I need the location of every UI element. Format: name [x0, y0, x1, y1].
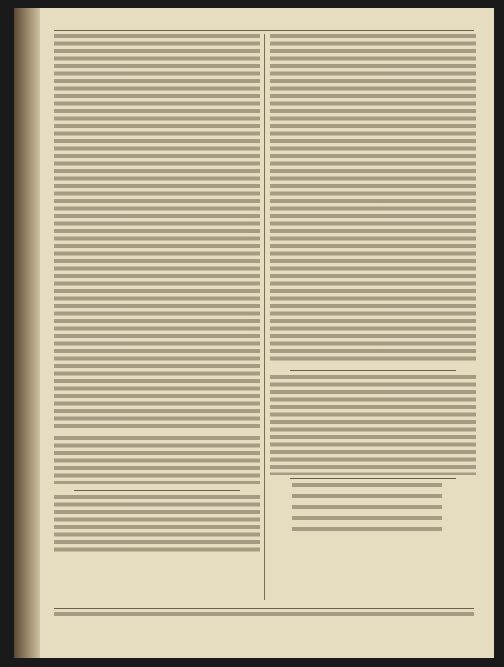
right-column	[270, 34, 476, 600]
riddle-line-text	[292, 516, 442, 520]
section-title-rule	[74, 490, 240, 491]
riddle-line	[292, 483, 476, 493]
right-section-paragraph-text	[270, 375, 476, 475]
riddle-solution-note-text	[292, 527, 442, 531]
riddle-line-text	[292, 494, 442, 498]
left-paragraph-text	[54, 436, 260, 484]
page-header	[54, 14, 474, 31]
section-title-rule	[290, 370, 456, 371]
imprint-footer	[54, 608, 474, 634]
left-section-paragraph-text	[54, 495, 260, 555]
riddle-rule	[290, 478, 456, 479]
column-rule	[264, 34, 265, 600]
riddle-solution-note	[292, 527, 476, 537]
riddle-line-text	[292, 505, 442, 509]
left-paragraph-text	[54, 34, 260, 430]
riddle-line-text	[292, 483, 442, 487]
binding-gutter	[14, 8, 40, 658]
imprint-text	[54, 612, 474, 616]
newspaper-page	[14, 8, 494, 658]
right-paragraph-text	[270, 34, 476, 364]
riddle-line	[292, 505, 476, 515]
right-paragraph	[270, 34, 476, 364]
left-paragraph	[54, 436, 260, 484]
riddle-line	[292, 516, 476, 526]
left-column	[54, 34, 260, 600]
left-paragraph	[54, 34, 260, 430]
riddle-line	[292, 494, 476, 504]
right-section-paragraph	[270, 375, 476, 475]
left-section-paragraph	[54, 495, 260, 555]
